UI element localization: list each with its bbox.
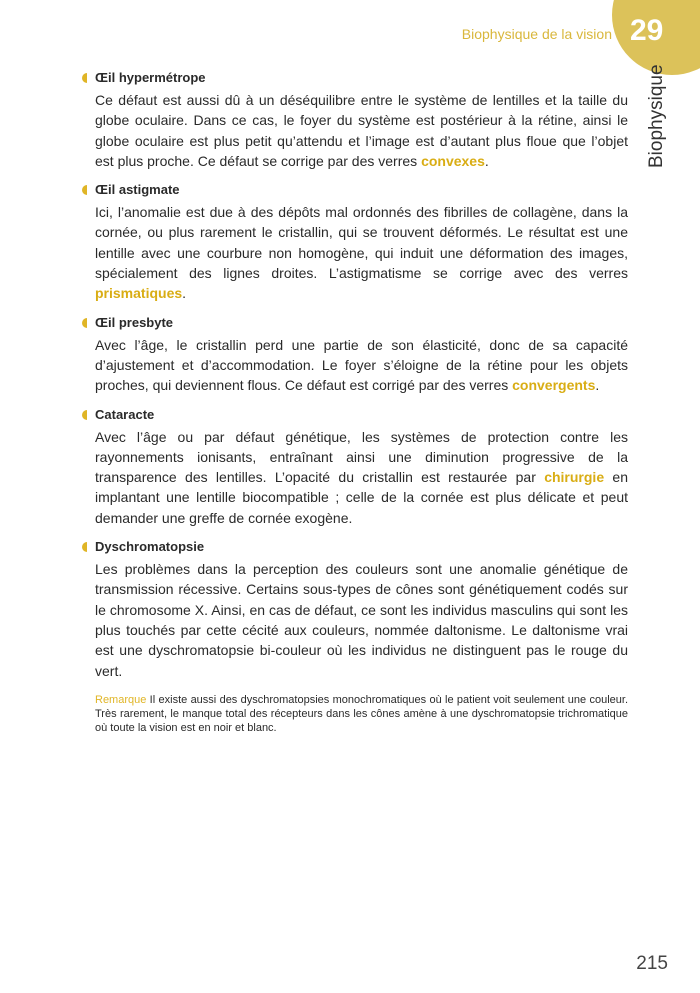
section-cataracte	[82, 405, 628, 528]
section-title: Œil astigmate	[95, 182, 180, 198]
section-title: Œil presbyte	[95, 314, 174, 330]
section-presbyte	[82, 313, 628, 396]
highlight-term: convexes	[421, 152, 485, 169]
section-text	[95, 559, 628, 681]
bullet-icon	[82, 73, 87, 83]
text: Avec l’âge, le cristallin perd une partie de son élasticité, donc de sa capacité d’ajustement et d’accommodation. Le foyer s’éloigne de la rétine pour les objets proches, qui deviennent flous. Ce défaut est corrigé par des verres	[95, 336, 628, 394]
section-astigmate	[82, 180, 628, 303]
body-text	[82, 68, 628, 735]
section-text	[95, 427, 628, 528]
section-text	[95, 202, 628, 303]
bullet-icon	[82, 542, 87, 552]
section-title: Œil hypermétrope	[95, 70, 206, 85]
remark-text: Il existe aussi des dyschromatopsies monochromatiques où le patient voit seulement une couleur. Très rarement, le manque total des récepteurs dans les cônes amène à une dyschromatopsie trichromatique où toute la vision est en noir et blanc.	[95, 693, 628, 734]
text: .	[595, 377, 600, 394]
bullet-icon	[82, 410, 87, 420]
text: Avec l’âge ou par défaut génétique, les systèmes de protection contre les rayonnements ionisants, entraînant ainsi une diminution progressive de la transparence des lentilles. L’opacité du cristallin est restaurée par	[95, 428, 628, 486]
chapter-number: 29	[630, 14, 664, 47]
section-text	[95, 90, 628, 171]
bullet-icon	[82, 318, 87, 328]
section-title: Cataracte	[95, 406, 155, 422]
section-dyschromatopsie	[82, 537, 628, 681]
running-title: Biophysique de la vision	[461, 26, 612, 42]
text: Les problèmes dans la perception des couleurs sont une anomalie génétique de transmission récessive. Certains sous-types de cônes sont génétiquement codés sur le chromosome X. Ainsi, en cas de défaut, ce sont les individus masculins qui sont les plus touchés par cette cécité aux couleurs, nommée daltonisme. Le daltonisme vrai est une dyschromatopsie bi-couleur où les individus ne distinguent pas le rouge du vert.	[95, 561, 628, 679]
highlight-term: prismatiques	[95, 285, 183, 302]
text: .	[182, 285, 187, 302]
section-text	[95, 335, 628, 396]
side-tab: Biophysique	[646, 64, 667, 168]
remark-label: Remarque	[95, 693, 147, 706]
remark-note	[95, 693, 628, 735]
text: Ici, l’anomalie est due à des dépôts mal ordonnés des fibrilles de collagène, dans la cornée, ou plus rarement le cristallin, qui se trouvent déformés. Le résultat est une lentille avec une courbure non homogène, qui induit une déformation des images, spécialement des lignes droites. L’astigmatisme se corrige avec des verres	[95, 204, 628, 282]
text: .	[484, 152, 489, 169]
bullet-icon	[82, 185, 87, 195]
text: en implantant une lentille biocompatible ; celle de la cornée est plus délicate et peut demander une greffe de cornée exogène.	[95, 469, 628, 526]
highlight-term: chirurgie	[544, 469, 605, 486]
section-title: Dyschromatopsie	[95, 539, 205, 555]
text: Ce défaut est aussi dû à un déséquilibre entre le système de lentilles et la taille du globe oculaire. Dans ce cas, le foyer du système est postérieur à la rétine, ainsi le globe oculaire est plus petit qu’attendu et l’image est d’autant plus floue que l’objet est plus proche. Ce défaut se corrige par des verres	[95, 92, 628, 169]
page-number: 215	[636, 953, 668, 974]
highlight-term: convergents	[512, 377, 596, 394]
section-hypermetrope	[82, 68, 628, 171]
